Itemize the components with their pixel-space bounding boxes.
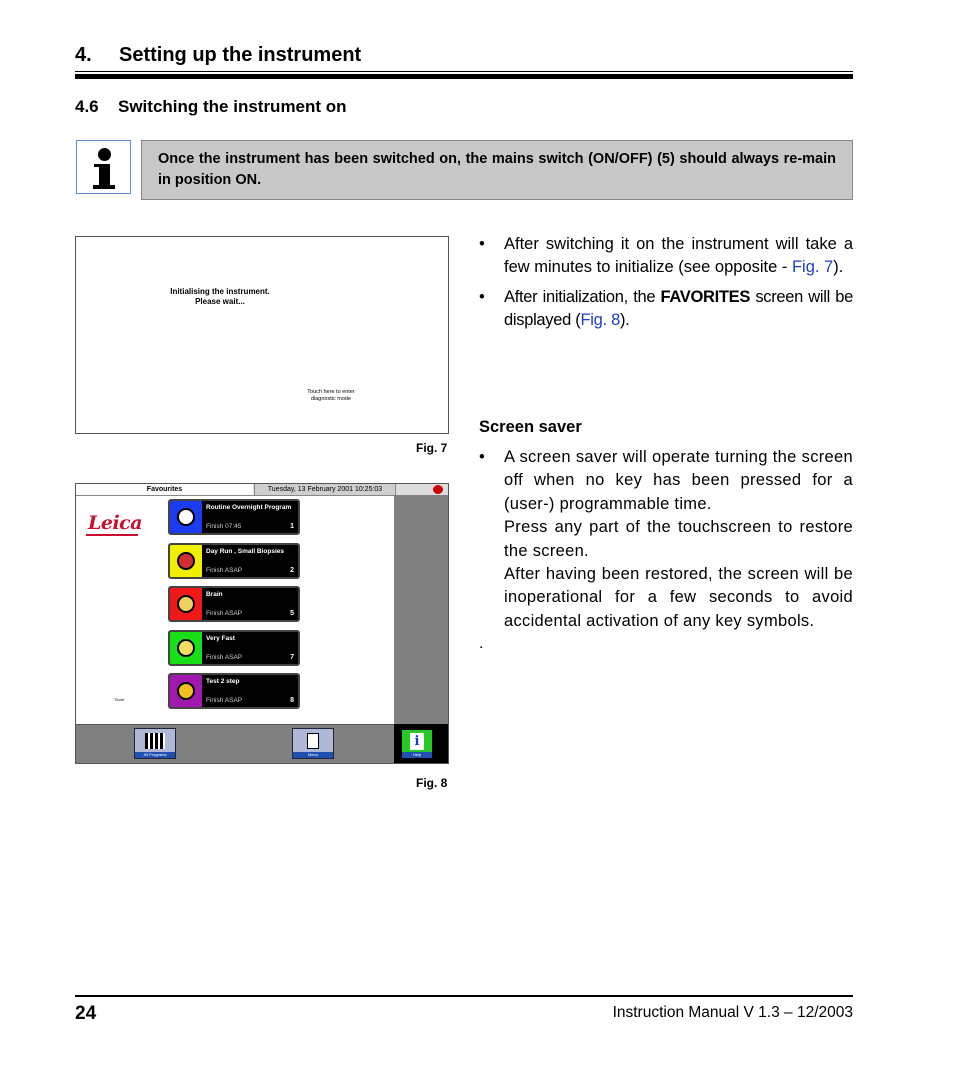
owl-icon bbox=[170, 501, 202, 533]
chapter-heading bbox=[75, 44, 361, 67]
screen-title: Favourites bbox=[76, 484, 253, 495]
note-text: Once the instrument has been switched on, the mains switch (ON/OFF) (5) should always re-main in position ON. bbox=[158, 151, 836, 188]
bottom-bar bbox=[76, 724, 394, 764]
info-icon: i bbox=[410, 733, 424, 750]
logo-underline bbox=[86, 534, 138, 536]
program-button[interactable]: Brain Finish ASAP 5 bbox=[168, 586, 300, 622]
intestine-icon bbox=[170, 545, 202, 577]
menu-button[interactable]: Menu bbox=[292, 728, 334, 759]
date-display: Tuesday, 13 February 2001 10:25:03 bbox=[254, 484, 396, 495]
note-box bbox=[141, 140, 853, 200]
program-button[interactable]: Test 2 step Finish ASAP 8 bbox=[168, 673, 300, 709]
fig8-screen bbox=[75, 483, 449, 764]
diagnostic-mode-button[interactable]: Touch here to enter diagnostic mode bbox=[307, 389, 355, 402]
program-button[interactable]: Very Fast Finish ASAP 7 bbox=[168, 630, 300, 666]
list-item: • After initialization, the FAVORITES screen will be displayed (Fig. 8). bbox=[479, 286, 853, 333]
document-icon bbox=[307, 733, 319, 749]
header-rule-thin bbox=[75, 71, 853, 72]
help-button[interactable]: i Help bbox=[401, 729, 433, 759]
fig7-screen bbox=[75, 236, 449, 434]
screen-saver-bullets bbox=[479, 446, 853, 639]
alarm-icon[interactable] bbox=[433, 485, 443, 494]
dots-label: "Dots" bbox=[114, 697, 126, 702]
fig7-link[interactable]: Fig. 7 bbox=[791, 258, 834, 277]
fig8-link[interactable]: Fig. 8 bbox=[580, 311, 620, 330]
all-programs-button[interactable]: All Programs bbox=[134, 728, 176, 759]
grid-icon bbox=[145, 733, 165, 749]
footer-rule bbox=[75, 995, 853, 997]
trailing-dot: . bbox=[479, 635, 484, 652]
intro-bullets bbox=[479, 233, 853, 339]
list-item: • A screen saver will operate turning the screen off when no key has been pressed for a (user-) programmable time. Press any part of the touchscreen to restore the screen. After having been restored, the screen will be inoperational for a few seconds to avoid accidental activation of any key symbols. bbox=[479, 446, 853, 633]
list-item: • After switching it on the instrument will take a few minutes to initialize (see opposite - Fig. 7). bbox=[479, 233, 853, 280]
flower-icon bbox=[170, 675, 202, 707]
program-button[interactable]: Day Run , Small Biopsies Finish ASAP 2 bbox=[168, 543, 300, 579]
leica-logo: Leica bbox=[88, 512, 143, 534]
chapter-title: Setting up the instrument bbox=[119, 44, 362, 66]
header-rule-thick bbox=[75, 74, 853, 79]
section-number: 4.6 bbox=[75, 97, 99, 116]
fig8-caption: Fig. 8 bbox=[416, 776, 448, 790]
program-button[interactable]: Routine Overnight Program Finish 07:45 1 bbox=[168, 499, 300, 535]
page-number: 24 bbox=[75, 1003, 97, 1024]
section-title: Switching the instrument on bbox=[118, 97, 347, 116]
section-heading bbox=[75, 97, 347, 117]
info-icon bbox=[76, 140, 131, 194]
init-message: Initialising the instrument. Please wait... bbox=[170, 287, 270, 306]
chapter-number: 4. bbox=[75, 44, 92, 66]
animal-icon bbox=[170, 632, 202, 664]
manual-version: Instruction Manual V 1.3 – 12/2003 bbox=[612, 1004, 853, 1021]
fig7-caption: Fig. 7 bbox=[416, 441, 448, 455]
favourites-titlebar bbox=[76, 484, 448, 496]
screen-saver-heading: Screen saver bbox=[479, 418, 582, 436]
side-panel bbox=[394, 495, 448, 724]
brain-icon bbox=[170, 588, 202, 620]
